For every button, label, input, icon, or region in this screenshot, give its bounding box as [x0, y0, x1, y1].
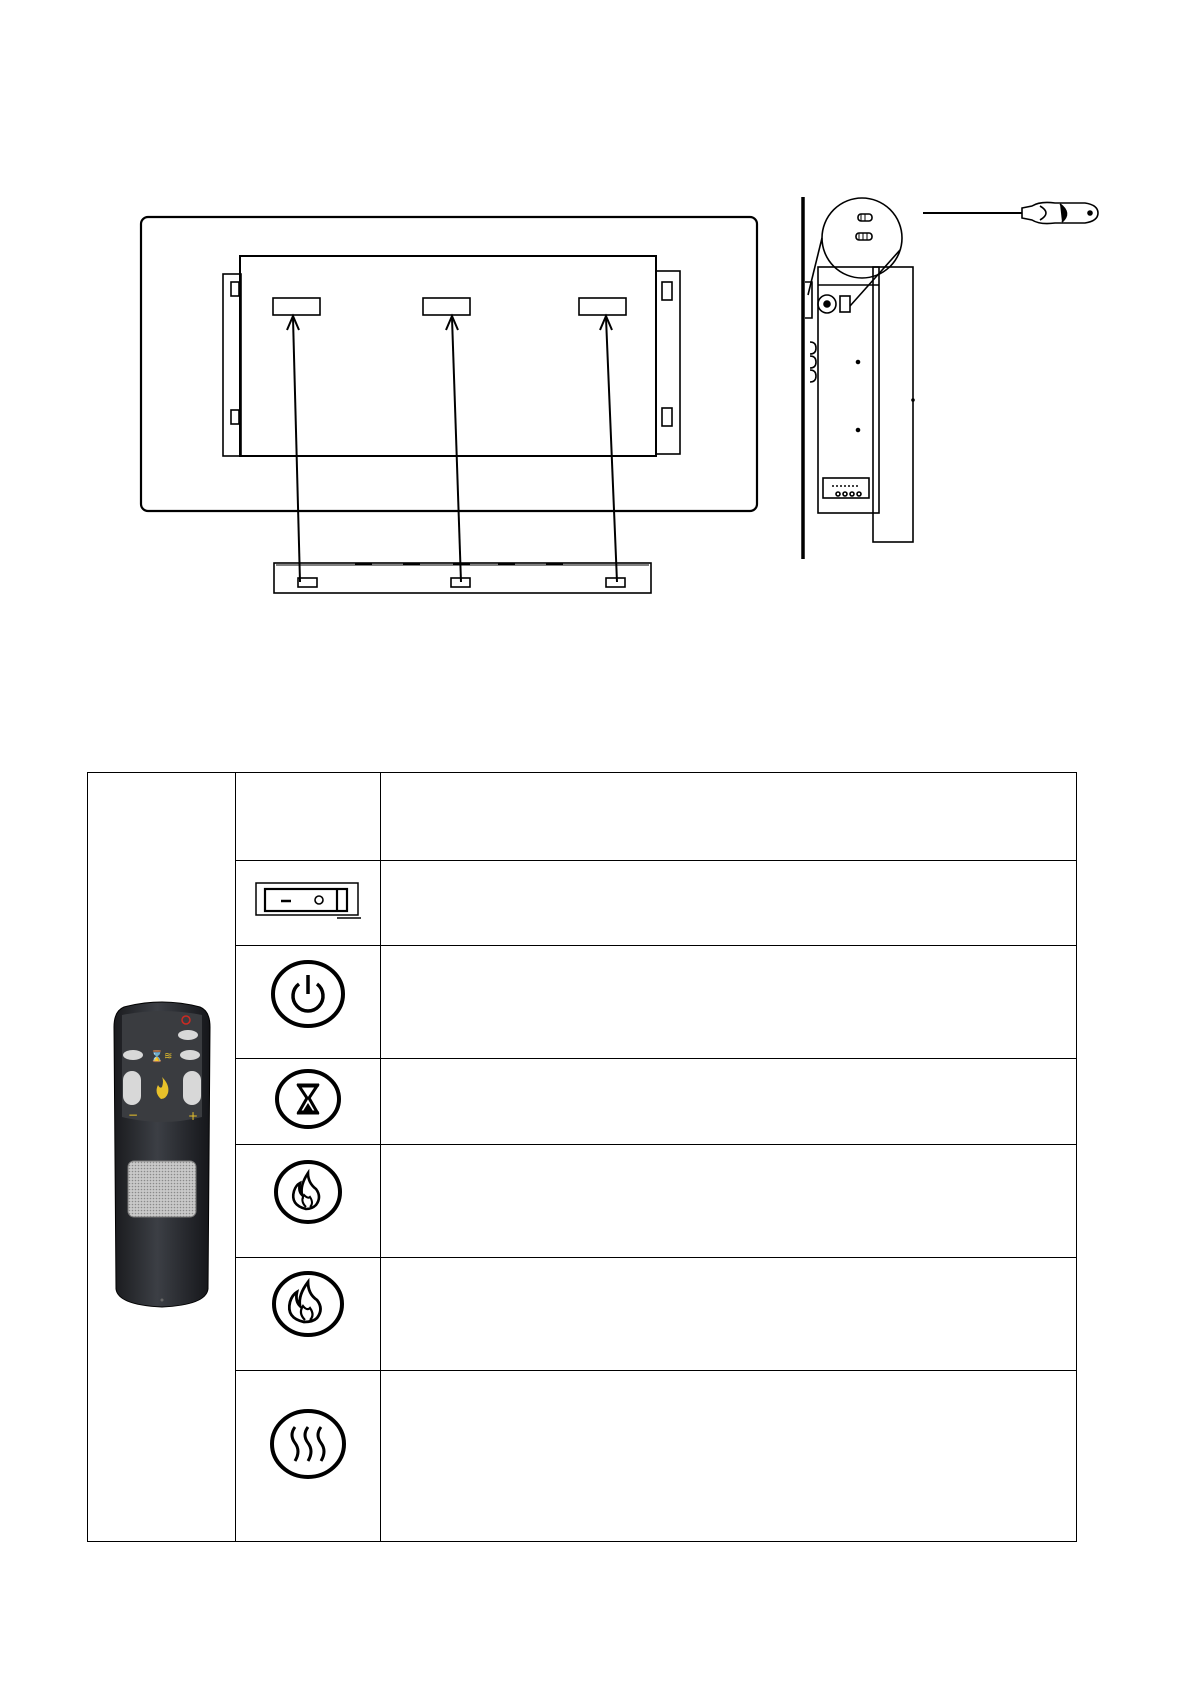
- header-icon-cell: [236, 773, 381, 861]
- rocker-switch-icon: [253, 880, 363, 922]
- icon-cell: [236, 1258, 381, 1371]
- front-view: [141, 217, 757, 593]
- table-header-row: [88, 773, 1077, 861]
- timer-icon: [273, 1067, 343, 1131]
- alignment-arrows: [287, 316, 617, 582]
- icon-cell: [236, 861, 381, 946]
- description-cell: [381, 1145, 1077, 1258]
- wall-mounting-diagram: [0, 0, 1192, 640]
- back-panel: [240, 256, 656, 456]
- flame-icon: [272, 1157, 344, 1227]
- table-row: [88, 1145, 1077, 1258]
- fireplace-frame: [141, 217, 757, 511]
- wall-bracket: [274, 563, 651, 593]
- icon-cell: [236, 946, 381, 1059]
- screw-icon: [856, 233, 872, 240]
- remote-control-icon: [110, 999, 214, 1311]
- description-cell: [381, 946, 1077, 1059]
- icon-cell: [236, 1145, 381, 1258]
- remote-image-cell: [88, 773, 236, 1542]
- controls-table: [87, 772, 1077, 1541]
- screwdriver-icon: [923, 202, 1098, 223]
- table-row: [88, 1371, 1077, 1542]
- svg-text:⌛: ⌛: [149, 1049, 164, 1063]
- table-row: [88, 1258, 1077, 1371]
- left-flange: [223, 274, 241, 456]
- description-cell: [381, 861, 1077, 946]
- svg-text:−: −: [127, 1107, 138, 1122]
- heat-icon: [268, 1407, 348, 1481]
- svg-text:+: +: [187, 1108, 198, 1123]
- table-row: [88, 946, 1077, 1059]
- header-description-cell: [381, 773, 1077, 861]
- icon-cell: [236, 1059, 381, 1145]
- power-icon: [268, 958, 348, 1030]
- description-cell: [381, 1371, 1077, 1542]
- zoom-detail-circle: [822, 198, 902, 278]
- icon-cell: [236, 1371, 381, 1542]
- description-cell: [381, 1059, 1077, 1145]
- mount-slot: [423, 298, 470, 315]
- description-cell: [381, 1258, 1077, 1371]
- mount-slot: [273, 298, 320, 315]
- side-view: [803, 197, 1098, 559]
- svg-text:≋: ≋: [163, 1050, 172, 1062]
- table-row: [88, 1059, 1077, 1145]
- screw-icon: [858, 214, 872, 221]
- table-row: [88, 861, 1077, 946]
- flame-icon: [270, 1268, 346, 1340]
- mount-slot: [579, 298, 626, 315]
